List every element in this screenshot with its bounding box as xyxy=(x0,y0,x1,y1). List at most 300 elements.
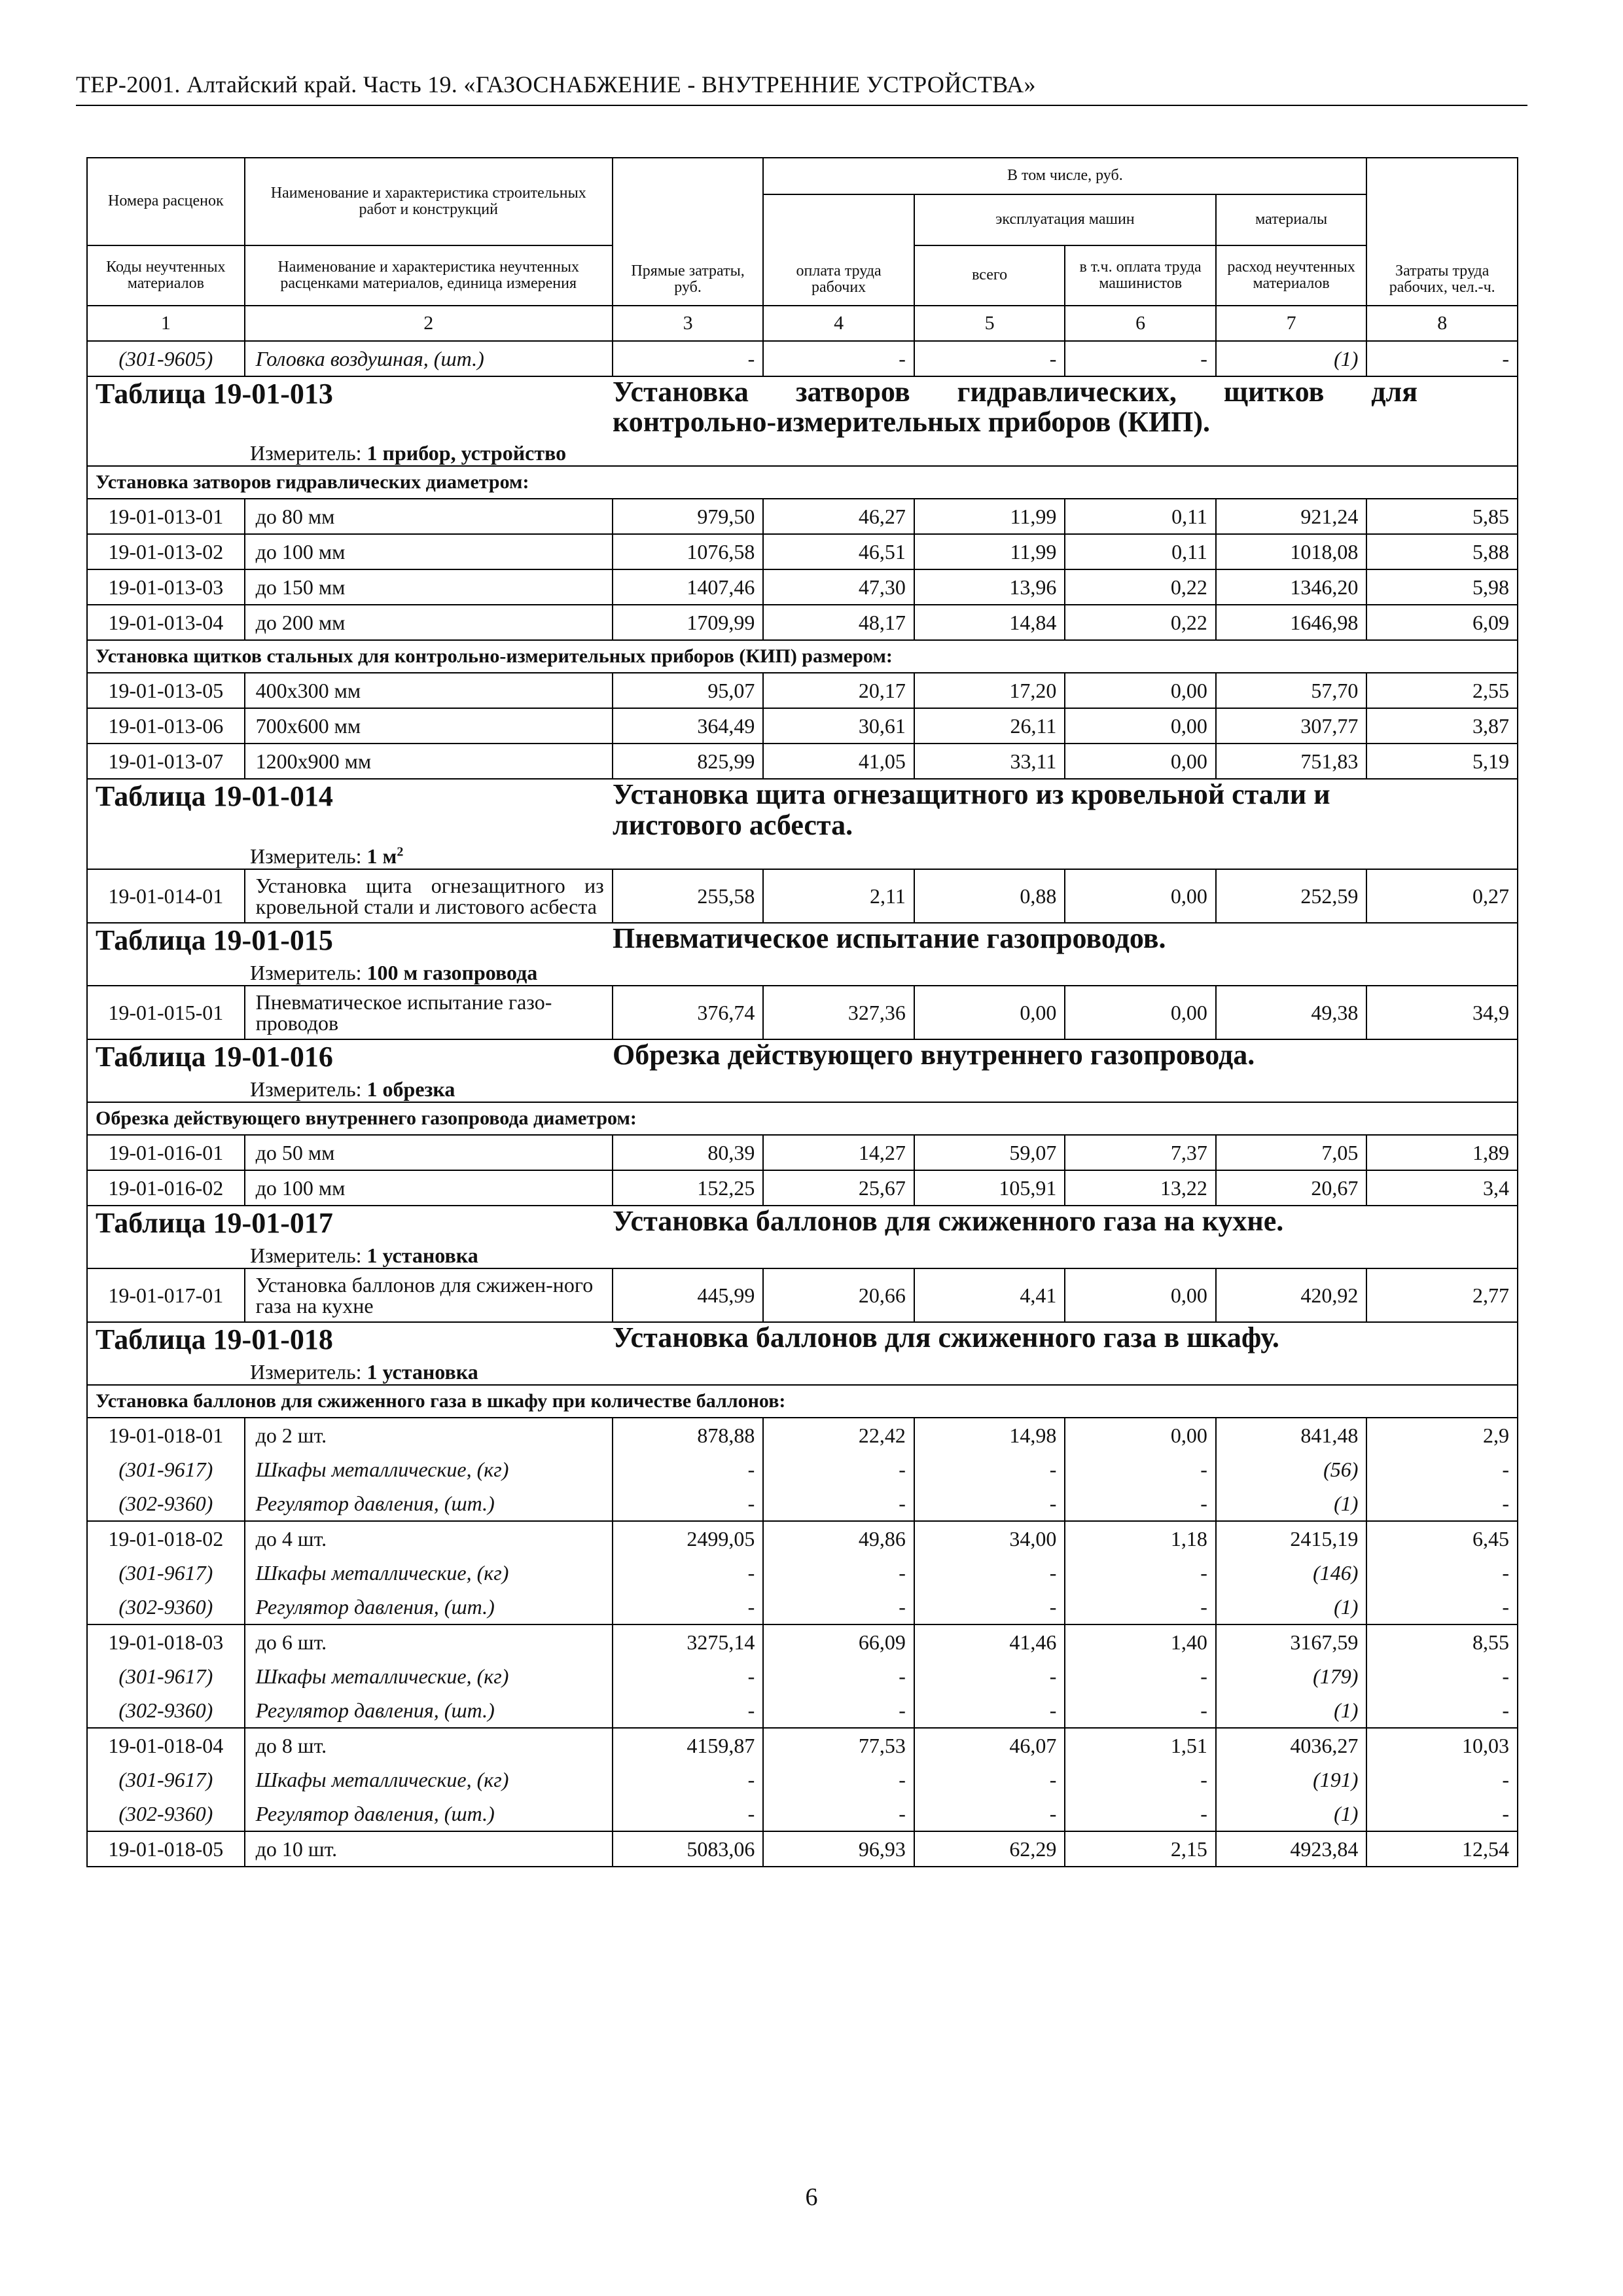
value-cell: 825,99 xyxy=(613,744,764,779)
value-cell: 49,86 xyxy=(763,1521,914,1556)
value-cell: 11,99 xyxy=(914,499,1065,534)
value-cell: 2499,05 xyxy=(613,1521,764,1556)
value-cell: 66,09 xyxy=(763,1624,914,1659)
work-name: до 2 шт. xyxy=(245,1418,613,1452)
price-row xyxy=(87,569,1518,605)
material-code: (302-9360) xyxy=(87,1590,245,1624)
price-row xyxy=(87,986,1518,1039)
value-cell: 26,11 xyxy=(914,708,1065,744)
measure-label: Измеритель: xyxy=(250,844,362,868)
value-cell: - xyxy=(1065,341,1216,376)
value-cell: 62,29 xyxy=(914,1831,1065,1867)
material-row xyxy=(87,1590,1518,1624)
price-code: 19-01-018-02 xyxy=(87,1521,245,1556)
value-cell: 3,87 xyxy=(1366,708,1518,744)
block-018 xyxy=(87,1322,1518,1418)
measure-unit xyxy=(250,844,1509,869)
material-name: Регулятор давления, (шт.) xyxy=(245,1486,613,1521)
value-cell: 0,11 xyxy=(1065,499,1216,534)
table-number: Таблица 19-01-015 xyxy=(96,924,333,956)
measure-label: Измеритель: xyxy=(250,1077,362,1101)
value-cell: - xyxy=(914,1452,1065,1486)
value-cell: 252,59 xyxy=(1216,869,1367,923)
table-title: Установка щита огнезащитного из кровельной стали и листового асбеста. xyxy=(613,779,1330,841)
work-name: 700х600 мм xyxy=(245,708,613,744)
price-code: 19-01-013-02 xyxy=(87,534,245,569)
value-cell: 751,83 xyxy=(1216,744,1367,779)
work-name: до 6 шт. xyxy=(245,1624,613,1659)
mach-labor-head: в т.ч. оплата труда машинистов xyxy=(1065,245,1216,306)
value-cell: - xyxy=(613,1797,764,1831)
table-title-block xyxy=(87,376,1518,466)
value-cell: - xyxy=(1366,341,1518,376)
price-row xyxy=(87,673,1518,708)
value-cell: - xyxy=(914,1556,1065,1590)
value-cell: - xyxy=(1366,1556,1518,1590)
block-014 xyxy=(87,779,1518,922)
price-code: 19-01-014-01 xyxy=(87,869,245,923)
value-cell: 13,22 xyxy=(1065,1170,1216,1206)
value-cell: 46,27 xyxy=(763,499,914,534)
value-cell: 3167,59 xyxy=(1216,1624,1367,1659)
block-016 xyxy=(87,1039,1518,1135)
price-code: 19-01-013-05 xyxy=(87,673,245,708)
price-code: 19-01-016-02 xyxy=(87,1170,245,1206)
table-header xyxy=(87,158,1518,341)
value-cell: 0,00 xyxy=(1065,986,1216,1039)
value-cell: - xyxy=(1366,1452,1518,1486)
material-row xyxy=(87,1763,1518,1797)
material-name: Шкафы металлические, (кг) xyxy=(245,1452,613,1486)
machines-head: эксплуатация машин xyxy=(914,194,1216,245)
work-name: до 50 мм xyxy=(245,1135,613,1170)
price-row xyxy=(87,1831,1518,1867)
value-cell: - xyxy=(1366,1659,1518,1693)
measure-unit xyxy=(250,1360,1509,1384)
value-cell: 3275,14 xyxy=(613,1624,764,1659)
value-cell: 4923,84 xyxy=(1216,1831,1367,1867)
col-number: 6 xyxy=(1065,306,1216,341)
value-cell: 307,77 xyxy=(1216,708,1367,744)
measure-unit xyxy=(250,961,1509,985)
price-code: 19-01-013-07 xyxy=(87,744,245,779)
value-cell: 364,49 xyxy=(613,708,764,744)
table-title: Обрезка действующего внутреннего газопровода. xyxy=(613,1039,1255,1071)
value-cell: - xyxy=(613,1452,764,1486)
value-cell: 22,42 xyxy=(763,1418,914,1452)
value-cell: 59,07 xyxy=(914,1135,1065,1170)
value-cell: - xyxy=(763,1797,914,1831)
value-cell: 14,27 xyxy=(763,1135,914,1170)
work-name: до 4 шт. xyxy=(245,1521,613,1556)
value-cell: - xyxy=(763,1659,914,1693)
mat-uncount-head: расход неучтенных материалов xyxy=(1216,245,1367,306)
table-number: Таблица 19-01-016 xyxy=(96,1040,333,1073)
value-cell: 0,11 xyxy=(1065,534,1216,569)
work-name: Пневматическое испытание газо-проводов xyxy=(245,986,613,1039)
material-name: Регулятор давления, (шт.) xyxy=(245,1693,613,1728)
value-cell: 0,22 xyxy=(1065,605,1216,640)
measure-label: Измеритель: xyxy=(250,1243,362,1267)
price-row xyxy=(87,1135,1518,1170)
value-cell: 4159,87 xyxy=(613,1728,764,1763)
value-cell: (1) xyxy=(1216,341,1367,376)
value-cell: 14,98 xyxy=(914,1418,1065,1452)
value-cell: 8,55 xyxy=(1366,1624,1518,1659)
value-cell: 0,00 xyxy=(1065,1268,1216,1322)
value-cell: 2,77 xyxy=(1366,1268,1518,1322)
value-cell: - xyxy=(1065,1590,1216,1624)
value-cell: 105,91 xyxy=(914,1170,1065,1206)
price-code: 19-01-018-01 xyxy=(87,1418,245,1452)
price-row xyxy=(87,1268,1518,1322)
rows-013-b xyxy=(87,673,1518,779)
col-number: 7 xyxy=(1216,306,1367,341)
value-cell: 327,36 xyxy=(763,986,914,1039)
subheading xyxy=(87,640,1518,673)
material-row xyxy=(87,1486,1518,1521)
subheading-text: Обрезка действующего внутреннего газопровода диаметром: xyxy=(87,1102,1518,1135)
price-row xyxy=(87,1170,1518,1206)
price-row xyxy=(87,869,1518,923)
value-cell: - xyxy=(763,1763,914,1797)
work-name: Установка баллонов для сжижен-ного газа на кухне xyxy=(245,1268,613,1322)
material-code: (301-9617) xyxy=(87,1452,245,1486)
price-code: 19-01-013-03 xyxy=(87,569,245,605)
value-cell: (1) xyxy=(1216,1797,1367,1831)
value-cell: 0,00 xyxy=(1065,744,1216,779)
value-cell: 41,46 xyxy=(914,1624,1065,1659)
value-cell: 46,51 xyxy=(763,534,914,569)
price-code: 19-01-018-03 xyxy=(87,1624,245,1659)
measure-value: 100 м газопровода xyxy=(366,960,538,984)
value-cell: - xyxy=(613,1486,764,1521)
price-row xyxy=(87,744,1518,779)
price-code: 19-01-016-01 xyxy=(87,1135,245,1170)
value-cell: - xyxy=(914,1693,1065,1728)
materials-head: материалы xyxy=(1216,194,1367,245)
price-row xyxy=(87,708,1518,744)
work-name: до 80 мм xyxy=(245,499,613,534)
value-cell: (1) xyxy=(1216,1590,1367,1624)
subheading-text: Установка затворов гидравлических диаметром: xyxy=(87,466,1518,499)
value-cell: - xyxy=(763,1693,914,1728)
price-code: 19-01-013-06 xyxy=(87,708,245,744)
value-cell: 5083,06 xyxy=(613,1831,764,1867)
measure-value: 1 установка xyxy=(366,1359,478,1384)
col2-head-bottom: Наименование и характеристика неучтенных расценками материалов, единица измерения xyxy=(245,245,613,306)
value-cell: 2,9 xyxy=(1366,1418,1518,1452)
table-title: Установка баллонов для сжиженного газа в шкафу. xyxy=(613,1321,1279,1354)
value-cell: 96,93 xyxy=(763,1831,914,1867)
value-cell: 0,00 xyxy=(1065,1418,1216,1452)
rows-016 xyxy=(87,1135,1518,1206)
subheading xyxy=(87,1102,1518,1135)
table-number: Таблица 19-01-017 xyxy=(96,1206,333,1239)
rows-018 xyxy=(87,1418,1518,1867)
price-row xyxy=(87,1521,1518,1556)
value-cell: 7,37 xyxy=(1065,1135,1216,1170)
value-cell: 4036,27 xyxy=(1216,1728,1367,1763)
value-cell: 1,18 xyxy=(1065,1521,1216,1556)
value-cell: 420,92 xyxy=(1216,1268,1367,1322)
value-cell: 0,22 xyxy=(1065,569,1216,605)
measure-unit xyxy=(250,1077,1509,1102)
value-cell: 5,19 xyxy=(1366,744,1518,779)
value-cell: - xyxy=(763,1590,914,1624)
value-cell: 0,00 xyxy=(1065,869,1216,923)
work-name: до 100 мм xyxy=(245,1170,613,1206)
material-code: (302-9360) xyxy=(87,1797,245,1831)
subheading xyxy=(87,466,1518,499)
value-cell: 20,17 xyxy=(763,673,914,708)
value-cell: 46,07 xyxy=(914,1728,1065,1763)
price-code: 19-01-013-01 xyxy=(87,499,245,534)
value-cell: - xyxy=(1065,1797,1216,1831)
labor-head: оплата труда рабочих xyxy=(763,194,914,306)
value-cell: - xyxy=(914,1659,1065,1693)
value-cell: 7,05 xyxy=(1216,1135,1367,1170)
value-cell: 376,74 xyxy=(613,986,764,1039)
col-number: 2 xyxy=(245,306,613,341)
table-title-block xyxy=(87,923,1518,986)
value-cell: 979,50 xyxy=(613,499,764,534)
table-number: Таблица 19-01-013 xyxy=(96,378,333,410)
value-cell: 1,89 xyxy=(1366,1135,1518,1170)
table-title-block xyxy=(87,1322,1518,1385)
work-name: до 10 шт. xyxy=(245,1831,613,1867)
work-name: 400х300 мм xyxy=(245,673,613,708)
price-code: 19-01-018-05 xyxy=(87,1831,245,1867)
value-cell: 5,88 xyxy=(1366,534,1518,569)
measure-label: Измеритель: xyxy=(250,441,362,465)
value-cell: 2,11 xyxy=(763,869,914,923)
value-cell: 33,11 xyxy=(914,744,1065,779)
value-cell: 1,40 xyxy=(1065,1624,1216,1659)
running-header: ТЕР-2001. Алтайский край. Часть 19. «ГАЗОСНАБЖЕНИЕ - ВНУТРЕННИЕ УСТРОЙСТВА» xyxy=(76,71,1036,98)
page-number: 6 xyxy=(805,2183,818,2211)
header-rule xyxy=(76,105,1527,106)
value-cell: 34,9 xyxy=(1366,986,1518,1039)
col-number: 5 xyxy=(914,306,1065,341)
col1-head-bottom: Коды неучтенных материалов xyxy=(87,245,245,306)
material-name: Шкафы металлические, (кг) xyxy=(245,1763,613,1797)
value-cell: 20,67 xyxy=(1216,1170,1367,1206)
col1-head-top: Номера расценок xyxy=(87,158,245,245)
col-number: 8 xyxy=(1366,306,1518,341)
value-cell: (1) xyxy=(1216,1693,1367,1728)
value-cell: - xyxy=(763,341,914,376)
value-cell: 34,00 xyxy=(914,1521,1065,1556)
value-cell: 0,27 xyxy=(1366,869,1518,923)
value-cell: - xyxy=(763,1486,914,1521)
material-code: (302-9360) xyxy=(87,1486,245,1521)
value-cell: 13,96 xyxy=(914,569,1065,605)
value-cell: 20,66 xyxy=(763,1268,914,1322)
value-cell: - xyxy=(1366,1486,1518,1521)
value-cell: - xyxy=(914,1797,1065,1831)
price-code: 19-01-015-01 xyxy=(87,986,245,1039)
col3-head: Прямые затраты, руб. xyxy=(613,158,764,306)
subheading xyxy=(87,1385,1518,1418)
material-row xyxy=(87,1693,1518,1728)
value-cell: 152,25 xyxy=(613,1170,764,1206)
value-cell: 1346,20 xyxy=(1216,569,1367,605)
value-cell: 0,00 xyxy=(1065,673,1216,708)
value-cell: 41,05 xyxy=(763,744,914,779)
value-cell: - xyxy=(1065,1486,1216,1521)
price-row xyxy=(87,605,1518,640)
material-code: (301-9617) xyxy=(87,1763,245,1797)
price-row xyxy=(87,1728,1518,1763)
material-code: (301-9617) xyxy=(87,1659,245,1693)
value-cell: 12,54 xyxy=(1366,1831,1518,1867)
value-cell: 841,48 xyxy=(1216,1418,1367,1452)
value-cell: - xyxy=(914,1486,1065,1521)
value-cell: - xyxy=(613,1590,764,1624)
material-row xyxy=(87,341,1518,376)
value-cell: (146) xyxy=(1216,1556,1367,1590)
work-name: Установка щита огнезащитного из кровельной стали и листового асбеста xyxy=(245,869,613,923)
value-cell: 57,70 xyxy=(1216,673,1367,708)
measure-unit xyxy=(250,441,1509,465)
value-cell: - xyxy=(1065,1693,1216,1728)
work-name: 1200х900 мм xyxy=(245,744,613,779)
value-cell: 95,07 xyxy=(613,673,764,708)
material-row xyxy=(87,1556,1518,1590)
measure-unit xyxy=(250,1244,1509,1268)
value-cell: (179) xyxy=(1216,1659,1367,1693)
value-cell: 445,99 xyxy=(613,1268,764,1322)
table-title-block xyxy=(87,1039,1518,1102)
mach-total-head: всего xyxy=(914,245,1065,306)
value-cell: 6,09 xyxy=(1366,605,1518,640)
work-name: до 200 мм xyxy=(245,605,613,640)
value-cell: - xyxy=(763,1556,914,1590)
value-cell: 25,67 xyxy=(763,1170,914,1206)
value-cell: 1646,98 xyxy=(1216,605,1367,640)
table-number: Таблица 19-01-018 xyxy=(96,1323,333,1355)
value-cell: - xyxy=(613,1693,764,1728)
table-body xyxy=(87,341,1518,499)
value-cell: 5,98 xyxy=(1366,569,1518,605)
table-title: Установка баллонов для сжиженного газа на кухне. xyxy=(613,1205,1284,1237)
price-row xyxy=(87,1418,1518,1452)
value-cell: 14,84 xyxy=(914,605,1065,640)
value-cell: 17,20 xyxy=(914,673,1065,708)
value-cell: - xyxy=(613,1659,764,1693)
value-cell: 80,39 xyxy=(613,1135,764,1170)
subheading-text: Установка щитков стальных для контрольно-измерительных приборов (КИП) размером: xyxy=(87,640,1518,673)
value-cell: 3,4 xyxy=(1366,1170,1518,1206)
value-cell: 77,53 xyxy=(763,1728,914,1763)
value-cell: 6,45 xyxy=(1366,1521,1518,1556)
col-number: 1 xyxy=(87,306,245,341)
value-cell: - xyxy=(1065,1556,1216,1590)
value-cell: 0,88 xyxy=(914,869,1065,923)
value-cell: 10,03 xyxy=(1366,1728,1518,1763)
col-number: 4 xyxy=(763,306,914,341)
material-name: Шкафы металлические, (кг) xyxy=(245,1659,613,1693)
value-cell: - xyxy=(613,341,764,376)
value-cell: 1709,99 xyxy=(613,605,764,640)
value-cell: 47,30 xyxy=(763,569,914,605)
value-cell: 11,99 xyxy=(914,534,1065,569)
value-cell: - xyxy=(1065,1452,1216,1486)
work-name: до 150 мм xyxy=(245,569,613,605)
col-number: 3 xyxy=(613,306,764,341)
value-cell: 2,15 xyxy=(1065,1831,1216,1867)
value-cell: 255,58 xyxy=(613,869,764,923)
col2-head-top: Наименование и характеристика строительных работ и конструкций xyxy=(245,158,613,245)
value-cell: 48,17 xyxy=(763,605,914,640)
value-cell: 4,41 xyxy=(914,1268,1065,1322)
value-cell: - xyxy=(613,1763,764,1797)
material-name: Головка воздушная, (шт.) xyxy=(245,341,613,376)
material-name: Шкафы металлические, (кг) xyxy=(245,1556,613,1590)
value-cell: - xyxy=(763,1452,914,1486)
price-table xyxy=(86,157,1518,1867)
value-cell: - xyxy=(1366,1763,1518,1797)
value-cell: - xyxy=(1366,1693,1518,1728)
measure-label: Измеритель: xyxy=(250,960,362,984)
material-code: (301-9605) xyxy=(87,341,245,376)
value-cell: 1407,46 xyxy=(613,569,764,605)
value-cell: 30,61 xyxy=(763,708,914,744)
material-code: (302-9360) xyxy=(87,1693,245,1728)
value-cell: 2415,19 xyxy=(1216,1521,1367,1556)
table-title-block xyxy=(87,779,1518,869)
measure-value: 1 установка xyxy=(366,1243,478,1267)
measure-value: 1 прибор, устройство xyxy=(366,441,567,465)
value-cell: 2,55 xyxy=(1366,673,1518,708)
price-code: 19-01-018-04 xyxy=(87,1728,245,1763)
price-row xyxy=(87,1624,1518,1659)
material-row xyxy=(87,1797,1518,1831)
table-title: Пневматическое испытание газопроводов. xyxy=(613,922,1166,954)
block-015 xyxy=(87,923,1518,1039)
value-cell: 1076,58 xyxy=(613,534,764,569)
value-cell: 921,24 xyxy=(1216,499,1367,534)
value-cell: - xyxy=(1366,1590,1518,1624)
subheading-text: Установка баллонов для сжиженного газа в шкафу при количестве баллонов: xyxy=(87,1385,1518,1418)
value-cell: - xyxy=(1065,1763,1216,1797)
value-cell: 5,85 xyxy=(1366,499,1518,534)
material-row xyxy=(87,1659,1518,1693)
material-row xyxy=(87,1452,1518,1486)
measure-sup: 2 xyxy=(397,844,404,859)
value-cell: - xyxy=(1366,1797,1518,1831)
table-number: Таблица 19-01-014 xyxy=(96,780,333,813)
rows-013-a xyxy=(87,499,1518,640)
incl-head: В том числе, руб. xyxy=(763,158,1366,194)
value-cell: (56) xyxy=(1216,1452,1367,1486)
value-cell: 0,00 xyxy=(1065,708,1216,744)
measure-label: Измеритель: xyxy=(250,1359,362,1384)
value-cell: - xyxy=(613,1556,764,1590)
value-cell: 1018,08 xyxy=(1216,534,1367,569)
price-code: 19-01-013-04 xyxy=(87,605,245,640)
price-row xyxy=(87,534,1518,569)
value-cell: 878,88 xyxy=(613,1418,764,1452)
subheading-group xyxy=(87,640,1518,673)
value-cell: (191) xyxy=(1216,1763,1367,1797)
material-name: Регулятор давления, (шт.) xyxy=(245,1590,613,1624)
measure-value: 1 обрезка xyxy=(366,1077,455,1101)
price-code: 19-01-017-01 xyxy=(87,1268,245,1322)
table-title-block xyxy=(87,1206,1518,1268)
value-cell: 0,00 xyxy=(914,986,1065,1039)
